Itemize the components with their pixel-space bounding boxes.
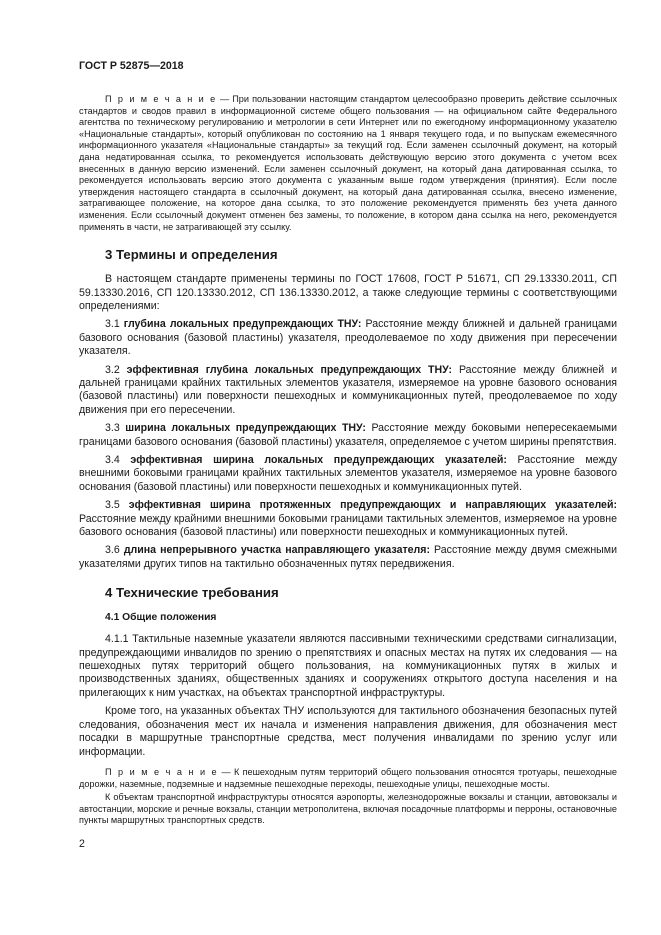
pedestrian-paths-note <box>79 767 617 790</box>
term-number: 3.4 <box>105 454 131 466</box>
clause-4-1-1: 4.1.1 Тактильные наземные указатели являются пассивными техническими средствами сигнализации, предупреждающими инвалидов по зрению о препятствиях и опасных местах на путях их следования — на пешеходных путях территорий общего пользования, на коммуникационных путях в жилых и производственных зданиях, общественных зданиях и сооружениях открытого доступа населения и на прилегающих к ним участках, на объектах транспортной инфраструктуры. <box>79 633 617 699</box>
term-number: 3.3 <box>105 422 126 435</box>
note-label: П р и м е ч а н и е <box>105 766 219 777</box>
note-text: — При пользовании настоящим стандартом целесообразно проверить действие ссылочных стандартов и сводов правил в информационной системе общего пользования — на официальном сайте Федерального агентства по техническому регулированию и метрологии в сети Интернет или по ежегодному информационному указателю «Национальные стандарты», который опубликован по состоянию на 1 января текущего года, и по выпускам ежемесячного информационного указателя «Национальные стандарты» за текущий год. Если заменен ссылочный документ, на который дана недатированная ссылка, то рекомендуется использовать действующую версию этого документа с учетом всех внесенных в данную версию изменений. Если заменен ссылочный документ, на который дана датированная ссылка, то рекомендуется использовать версию этого документа с указанным выше годом утверждения (принятия). Если после утверждения настоящего стандарта в ссылочный документ, на который дана датированная ссылка, внесено изменение, затрагивающее положение, на которое дана ссылка, то это положение рекомендуется применять без учета данного изменения. Если ссылочный документ отменен без замены, то положение, в котором дана ссылка на него, рекомендуется применять в части, не затрагивающей эту ссылку. <box>79 94 618 232</box>
document-header: ГОСТ Р 52875—2018 <box>79 60 184 72</box>
term-3-3 <box>79 422 617 449</box>
transport-infrastructure-note: К объектам транспортной инфраструктуры относятся аэропорты, железнодорожные вокзалы и станции, автовокзалы и автостанции, морские и речные вокзалы, станции метрополитена, включая посадочные платформы и перроны, остановочные пункты маршрутных транспортных средств. <box>79 792 617 826</box>
term-name: эффективная глубина локальных предупреждающих ТНУ: <box>126 363 453 376</box>
term-definition: Расстояние между ближней и дальней границами базового основания (базовой пластины) указателя, преодолеваемое по ходу движения при пересечении указателя. <box>79 318 617 358</box>
term-number: 3.6 <box>105 544 124 557</box>
term-name: ширина локальных предупреждающих ТНУ: <box>125 422 366 435</box>
note-text: — К пешеходным путям территорий общего пользования относятся тротуары, пешеходные дорожки, наземные, подземные и надземные пешеходные переходы, пешеходные улицы, пешеходные мосты. <box>79 766 617 789</box>
term-3-1 <box>79 318 617 358</box>
term-name: длина непрерывного участка направляющего указателя: <box>123 544 430 557</box>
term-number: 3.1 <box>105 318 124 331</box>
page-number: 2 <box>79 838 85 850</box>
term-definition: Расстояние между крайними внешними боковыми границами тактильных элементов, измеряемое на уровне базового основания (базовой пластины) или поверхности пешеходных и коммуникационных путей. <box>79 512 617 539</box>
subsection-4-1-heading: 4.1 Общие положения <box>105 612 217 624</box>
term-definition: Расстояние между двумя смежными указателями других типов на тактильно обозначенных путях передвижения. <box>79 544 617 570</box>
term-definition: Расстояние между внешними боковыми границами крайних тактильных элементов указателя, измеряемое на уровне базового основания (базовой пластины) или поверхности пешеходных и коммуникационных путей. <box>79 454 618 493</box>
term-3-6 <box>79 544 617 571</box>
term-name: эффективная ширина протяженных предупреждающих и направляющих указателей: <box>128 499 617 512</box>
section-4-heading: 4 Технические требования <box>105 585 279 601</box>
term-definition: Расстояние между боковыми непересекаемыми границами базового основания (базовой пластины) указателя, определяемое с учетом ширины препятствия. <box>79 422 618 448</box>
term-3-4 <box>79 454 617 494</box>
term-name: эффективная ширина локальных предупреждающих указателей: <box>130 454 507 466</box>
term-number: 3.2 <box>105 363 127 376</box>
references-note <box>79 94 617 233</box>
section-3-intro: В настоящем стандарте применены термины по ГОСТ 17608, ГОСТ Р 51671, СП 29.13330.2011, СП 59.13330.2016, СП 120.13330.2012, СП 136.13330.2012, а также следующие термины с соответствующими определениями: <box>79 273 617 312</box>
term-3-2 <box>79 364 617 418</box>
term-name: глубина локальных предупреждающих ТНУ: <box>123 318 362 331</box>
term-number: 3.5 <box>105 499 129 512</box>
section-3-heading: 3 Термины и определения <box>105 247 278 263</box>
term-3-5 <box>79 499 617 539</box>
clause-4-1-1-continuation: Кроме того, на указанных объектах ТНУ используются для тактильного обозначения безопасных путей следования, обозначения мест их начала и изменения направления движения, для обозначения мест посадки в маршрутные транспортные средства, мест получения инвалидами по зрению услуг или информации. <box>79 705 617 758</box>
term-definition: Расстояние между ближней и дальней границами крайних тактильных элементов указателя, измеряемое на уровне базового основания (базовой пластины) или поверхности пешеходных и коммуникационных путей, преодолеваемое по ходу движения при его пересечении. <box>79 363 617 416</box>
note-label: П р и м е ч а н и е <box>105 94 217 104</box>
